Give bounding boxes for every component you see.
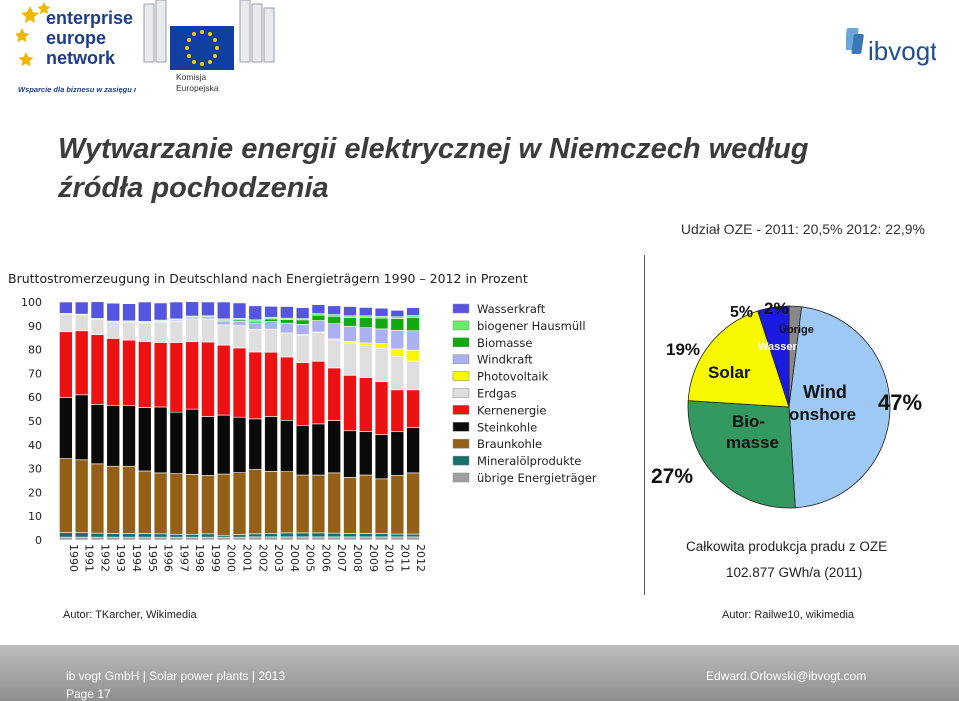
- legend-swatch: [453, 338, 469, 347]
- legend-label: Windkraft: [477, 352, 533, 367]
- bar-segment: [249, 323, 262, 329]
- x-tick-label: 2011: [398, 544, 412, 572]
- renewable-share-subtitle: Udział OZE - 2011: 20,5% 2012: 22,9%: [680, 221, 925, 237]
- bar-segment: [391, 432, 404, 476]
- bar-segment: [59, 332, 72, 398]
- pie-label-biomasse-2: masse: [726, 433, 779, 452]
- bar-segment: [265, 537, 278, 540]
- bar-segment: [123, 322, 136, 340]
- bar-segment: [233, 417, 246, 472]
- bar-segment: [107, 534, 120, 538]
- bar-segment: [233, 473, 246, 535]
- bar-segment: [375, 318, 388, 329]
- bar-segment: [375, 435, 388, 479]
- bar-segment: [91, 464, 104, 533]
- pie-percent-label: 47%: [878, 390, 923, 415]
- stacked-bar-chart: [0, 290, 640, 585]
- legend-label: Mineralölprodukte: [477, 454, 582, 469]
- bar-segment: [391, 534, 404, 537]
- bar-segment: [296, 425, 309, 475]
- pie-label-solar: Solar: [708, 363, 751, 382]
- bar-segment: [328, 473, 341, 533]
- x-tick-label: 2000: [224, 544, 238, 572]
- x-tick-label: 1993: [114, 544, 128, 572]
- bar-segment: [186, 342, 199, 410]
- bar-segment: [265, 533, 278, 537]
- bar-segment: [123, 405, 136, 466]
- y-tick-label: 90: [28, 319, 42, 333]
- pie-chart-credit: Autor: Railwe10, wikimedia: [722, 609, 855, 621]
- bar-segment: [312, 333, 325, 362]
- bar-segment: [265, 306, 278, 317]
- x-tick-label: 1995: [145, 544, 159, 572]
- legend-swatch: [453, 473, 469, 482]
- bar-segment: [154, 473, 167, 534]
- bar-segment: [296, 475, 309, 533]
- bar-segment: [170, 474, 183, 535]
- bar-segment: [59, 302, 72, 313]
- bar-segment: [91, 533, 104, 537]
- y-tick-label: 70: [28, 367, 42, 381]
- footer-page-number: Page 17: [66, 687, 111, 701]
- pie-chart: [646, 290, 956, 520]
- bar-segment: [407, 361, 420, 390]
- bar-segment: [233, 303, 246, 318]
- bar-segment: [328, 324, 341, 339]
- bar-segment: [75, 460, 88, 533]
- bar-segment: [91, 302, 104, 319]
- bar-segment: [407, 534, 420, 537]
- ibvogt-text: ibvogt: [868, 36, 936, 66]
- bar-segment: [328, 306, 341, 315]
- bar-segment: [249, 470, 262, 534]
- ec-line1: Komisja: [176, 72, 207, 82]
- bar-segment: [328, 533, 341, 537]
- bar-segment: [75, 331, 88, 395]
- bar-segment: [249, 329, 262, 352]
- x-tick-label: 1996: [161, 544, 175, 572]
- bar-segment: [328, 368, 341, 421]
- bar-segment: [170, 534, 183, 537]
- pie-label-wasser: Wasser: [758, 341, 797, 353]
- bar-segment: [344, 477, 357, 533]
- bar-segment: [186, 537, 199, 540]
- european-commission-logo: [140, 0, 290, 101]
- bar-segment: [312, 424, 325, 475]
- x-tick-label: 2009: [366, 544, 380, 572]
- bar-segment: [75, 395, 88, 460]
- x-tick-label: 1999: [208, 544, 222, 572]
- bar-segment: [170, 537, 183, 540]
- bar-segment: [359, 431, 372, 475]
- bar-segment: [312, 537, 325, 540]
- bar-segment: [107, 466, 120, 533]
- bar-segment: [312, 533, 325, 537]
- bar-segment: [201, 534, 214, 537]
- bar-segment: [123, 533, 136, 537]
- bar-chart-credit: Autor: TKarcher, Wikimedia: [63, 609, 197, 621]
- y-tick-label: 50: [28, 415, 42, 428]
- legend-swatch: [453, 405, 469, 414]
- bar-segment: [407, 473, 420, 534]
- bar-segment: [375, 382, 388, 435]
- bar-segment: [217, 325, 230, 345]
- bar-segment: [312, 315, 325, 320]
- een-logo-graphic: [16, 0, 136, 96]
- bar-segment: [201, 342, 214, 416]
- bar-segment: [280, 320, 293, 324]
- y-tick-label: 80: [28, 343, 42, 357]
- bar-segment: [75, 537, 88, 540]
- bar-segment: [296, 533, 309, 537]
- bar-segment: [359, 533, 372, 537]
- bar-segment: [280, 357, 293, 420]
- legend-swatch: [453, 422, 469, 431]
- ibvogt-logo: [846, 20, 936, 71]
- bar-segment: [107, 303, 120, 321]
- bar-segment: [154, 407, 167, 473]
- bar-segment: [375, 329, 388, 344]
- y-tick-label: 10: [28, 510, 42, 524]
- bar-segment: [91, 335, 104, 405]
- bar-segment: [249, 306, 262, 320]
- page-title: [58, 130, 858, 208]
- bar-segment: [75, 533, 88, 538]
- bar-segment: [138, 342, 151, 408]
- bar-segment: [265, 471, 278, 533]
- legend-label: Erdgas: [477, 386, 517, 401]
- x-tick-label: 2002: [256, 544, 270, 572]
- bar-segment: [154, 322, 167, 342]
- x-tick-label: 1990: [66, 544, 80, 572]
- legend-label: übrige Energieträger: [477, 471, 597, 485]
- bar-segment: [280, 472, 293, 533]
- x-tick-label: 1997: [177, 544, 191, 572]
- ec-logo-graphic: [140, 0, 290, 96]
- bar-segment: [170, 302, 183, 319]
- enterprise-europe-network-logo: [16, 0, 136, 101]
- bar-segment: [391, 476, 404, 535]
- legend-swatch: [453, 372, 469, 381]
- bar-segment: [265, 322, 278, 330]
- bar-segment: [375, 344, 388, 349]
- bar-segment: [407, 317, 420, 330]
- bar-segment: [249, 352, 262, 419]
- een-tagline: Wsparcie dla biznesu w zasięgu ręki: [18, 85, 136, 94]
- bar-segment: [233, 537, 246, 540]
- pie-label-ubrige: Übrige: [779, 324, 814, 336]
- bar-segment: [138, 471, 151, 534]
- bar-segment: [280, 333, 293, 357]
- bar-segment: [138, 407, 151, 471]
- y-tick-label: 40: [28, 438, 42, 452]
- bar-segment: [201, 476, 214, 534]
- page-title-line2: źródła pochodzenia: [58, 172, 329, 204]
- bar-segment: [233, 535, 246, 538]
- bar-segment: [407, 308, 420, 316]
- pie-percent-label: 5%: [730, 304, 754, 321]
- bar-segment: [59, 459, 72, 533]
- x-tick-label: 2005: [303, 544, 317, 572]
- y-tick-label: 30: [28, 462, 42, 476]
- bar-segment: [123, 466, 136, 533]
- bar-segment: [296, 537, 309, 540]
- bar-segment: [359, 346, 372, 378]
- bar-segment: [233, 326, 246, 348]
- bar-segment: [249, 534, 262, 537]
- bar-segment: [217, 321, 230, 325]
- bar-segment: [328, 537, 341, 540]
- pie-caption-line1: Całkowita produkcja pradu z OZE: [686, 539, 888, 554]
- bar-segment: [107, 405, 120, 466]
- bar-segment: [344, 375, 357, 430]
- bar-segment: [170, 321, 183, 343]
- bar-segment: [407, 427, 420, 472]
- bar-segment: [186, 409, 199, 474]
- legend-swatch: [453, 321, 469, 330]
- footer-company-text: ib vogt GmbH | Solar power plants | 2013: [66, 669, 286, 683]
- bar-segment: [170, 343, 183, 412]
- pie-label-biomasse-1: Bio-: [732, 412, 766, 431]
- bar-segment: [217, 537, 230, 540]
- x-tick-label: 1994: [130, 544, 144, 572]
- een-line1: enterprise: [46, 8, 134, 28]
- bar-segment: [186, 319, 199, 342]
- x-tick-label: 2004: [287, 544, 301, 572]
- y-tick-label: 100: [21, 296, 42, 309]
- bar-segment: [107, 322, 120, 338]
- bar-segment: [201, 537, 214, 540]
- bar-segment: [138, 323, 151, 342]
- bar-segment: [265, 319, 278, 322]
- bar-segment: [296, 363, 309, 426]
- bar-segment: [217, 474, 230, 535]
- bar-segment: [391, 537, 404, 540]
- y-tick-label: 0: [35, 534, 42, 547]
- bar-segment: [312, 475, 325, 533]
- bar-segment: [344, 307, 357, 316]
- x-tick-label: 2012: [414, 544, 428, 572]
- y-tick-label: 20: [28, 486, 42, 500]
- bar-segment: [280, 323, 293, 333]
- bar-segment: [186, 302, 199, 316]
- bar-segment: [59, 533, 72, 538]
- legend-swatch: [453, 456, 469, 465]
- ec-line2: Europejska: [176, 83, 219, 93]
- bar-segment: [91, 537, 104, 540]
- bar-segment: [249, 537, 262, 540]
- legend-label: Biomasse: [477, 335, 533, 350]
- bar-segment: [233, 348, 246, 417]
- bar-segment: [280, 307, 293, 319]
- bar-segment: [407, 331, 420, 350]
- een-line3: network: [46, 48, 116, 68]
- bar-segment: [201, 302, 214, 316]
- ibvogt-logo-graphic: [846, 20, 936, 66]
- een-line2: europe: [46, 28, 107, 48]
- bar-segment: [186, 474, 199, 534]
- bar-segment: [233, 321, 246, 325]
- bar-segment: [91, 319, 104, 334]
- bar-segment: [359, 328, 372, 343]
- bar-segment: [375, 348, 388, 382]
- bar-segment: [59, 398, 72, 459]
- bar-segment: [154, 342, 167, 406]
- x-tick-label: 2008: [350, 544, 364, 572]
- bar-segment: [407, 350, 420, 361]
- bar-segment: [217, 345, 230, 415]
- bar-segment: [75, 315, 88, 331]
- bar-segment: [265, 416, 278, 471]
- y-tick-label: 60: [28, 391, 42, 405]
- bar-segment: [328, 316, 341, 323]
- pie-percent-label: 2%: [764, 299, 789, 318]
- x-tick-label: 2007: [335, 544, 349, 572]
- x-tick-label: 1998: [193, 544, 207, 572]
- bar-segment: [312, 361, 325, 424]
- bar-segment: [107, 537, 120, 540]
- legend-swatch: [453, 304, 469, 313]
- bar-segment: [280, 533, 293, 537]
- bar-segment: [391, 330, 404, 349]
- bar-segment: [312, 321, 325, 332]
- bar-segment: [391, 319, 404, 331]
- bar-segment: [407, 537, 420, 540]
- x-tick-label: 2010: [382, 544, 396, 572]
- bar-segment: [123, 340, 136, 405]
- bar-segment: [344, 326, 357, 341]
- legend-label: Photovoltaik: [477, 369, 549, 384]
- bar-segment: [201, 319, 214, 342]
- bar-segment: [75, 302, 88, 314]
- bar-segment: [359, 537, 372, 540]
- bar-segment: [123, 304, 136, 321]
- bar-segment: [154, 537, 167, 540]
- bar-segment: [296, 320, 309, 325]
- bar-segment: [296, 335, 309, 363]
- bar-segment: [123, 537, 136, 540]
- bar-segment: [359, 378, 372, 432]
- vertical-divider: [644, 255, 645, 595]
- legend-label: biogener Hausmüll: [477, 318, 586, 333]
- bar-segment: [359, 475, 372, 533]
- bar-segment: [138, 537, 151, 540]
- bar-segment: [344, 537, 357, 540]
- legend-label: Braunkohle: [477, 437, 543, 452]
- bar-segment: [59, 537, 72, 540]
- x-tick-label: 1992: [98, 544, 112, 572]
- x-tick-label: 1991: [82, 544, 96, 572]
- bar-segment: [107, 338, 120, 405]
- bar-segment: [201, 317, 214, 319]
- bar-segment: [391, 357, 404, 390]
- bar-segment: [407, 390, 420, 428]
- x-tick-label: 2003: [272, 544, 286, 572]
- bar-segment: [344, 343, 357, 375]
- bar-segment: [359, 343, 372, 346]
- bar-segment: [296, 308, 309, 319]
- pie-percent-label: 27%: [651, 465, 694, 488]
- page-title-line1: Wytwarzanie energii elektrycznej w Niemczech według: [58, 133, 809, 165]
- pie-percent-label: 19%: [666, 340, 701, 359]
- bar-segment: [154, 534, 167, 537]
- bar-segment: [375, 479, 388, 534]
- pie-label-wind-2: onshore: [789, 405, 857, 424]
- bar-segment: [91, 404, 104, 464]
- bar-chart-title: Bruttostromerzeugung in Deutschland nach Energieträgern 1990 – 2012 in Prozent: [8, 271, 528, 286]
- bar-segment: [391, 349, 404, 357]
- bar-segment: [296, 324, 309, 334]
- bar-segment: [280, 420, 293, 471]
- bar-segment: [217, 302, 230, 319]
- bar-segment: [170, 412, 183, 473]
- bar-segment: [138, 302, 151, 321]
- bar-segment: [359, 318, 372, 328]
- bar-segment: [280, 537, 293, 540]
- bar-segment: [344, 431, 357, 478]
- legend-label: Wasserkraft: [477, 302, 546, 316]
- legend-swatch: [453, 389, 469, 398]
- pie-caption-line2: 102.877 GWh/a (2011): [726, 565, 863, 580]
- legend-swatch: [453, 439, 469, 448]
- bar-segment: [328, 421, 341, 473]
- bar-segment: [375, 308, 388, 316]
- bar-segment: [265, 329, 278, 352]
- bar-segment: [359, 307, 372, 315]
- bar-segment: [59, 314, 72, 332]
- bar-segment: [312, 305, 325, 314]
- x-tick-label: 2006: [319, 544, 333, 572]
- bar-segment: [201, 416, 214, 475]
- bar-segment: [154, 303, 167, 320]
- legend-swatch: [453, 355, 469, 364]
- bar-segment: [375, 534, 388, 537]
- bar-segment: [328, 340, 341, 368]
- bar-segment: [391, 390, 404, 432]
- bar-segment: [217, 415, 230, 474]
- legend-label: Kernenergie: [477, 403, 547, 418]
- bar-segment: [265, 352, 278, 416]
- x-tick-label: 2001: [240, 544, 254, 572]
- footer-email[interactable]: Edward.Orlowski@ibvogt.com: [706, 669, 867, 683]
- bar-segment: [138, 534, 151, 538]
- bar-segment: [344, 318, 357, 327]
- pie-label-wind-1: Wind: [803, 382, 847, 402]
- bar-segment: [375, 537, 388, 540]
- bar-segment: [344, 533, 357, 537]
- legend-label: Steinkohle: [477, 420, 538, 435]
- bar-segment: [249, 419, 262, 470]
- bar-segment: [186, 534, 199, 537]
- bar-segment: [391, 310, 404, 316]
